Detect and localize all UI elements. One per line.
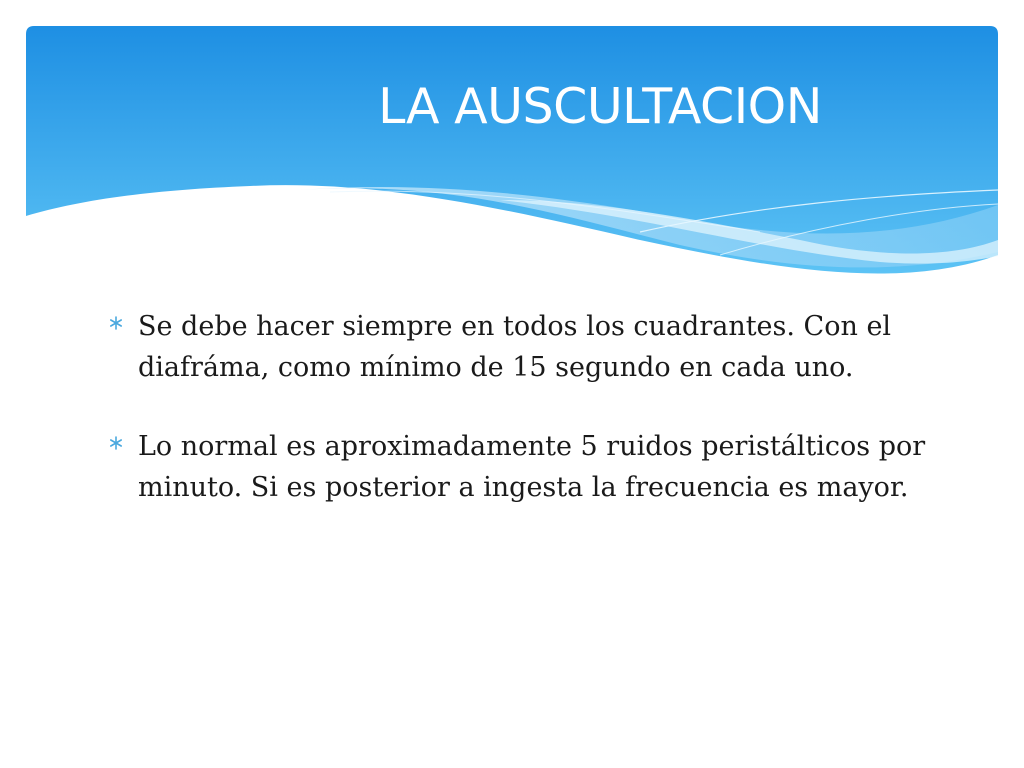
bullet-text: Se debe hacer siempre en todos los cuadrantes. Con el diafráma, como mínimo de 15 segundo en cada uno. — [138, 311, 892, 383]
list-item — [108, 426, 928, 508]
list-item — [108, 306, 928, 388]
wave-graphic — [0, 0, 1024, 300]
bullet-list — [108, 306, 928, 546]
bullet-text: Lo normal es aproximadamente 5 ruidos peristálticos por minuto. Si es posterior a ingesta la frecuencia es mayor. — [138, 431, 926, 503]
asterisk-icon — [108, 435, 124, 451]
header-wave-banner — [0, 0, 1024, 300]
slide-title: LA AUSCULTACION — [378, 78, 822, 135]
asterisk-icon — [108, 315, 124, 331]
